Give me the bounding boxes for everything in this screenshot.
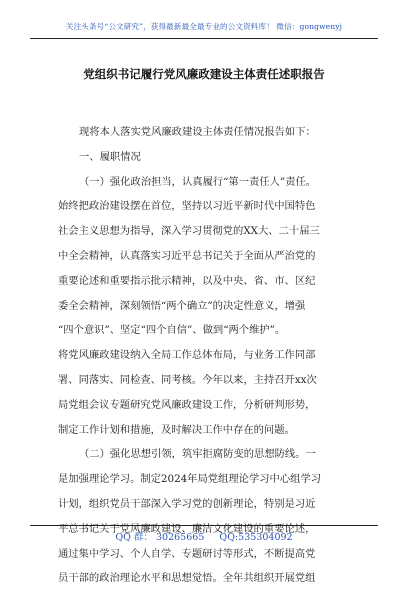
body-line: （一）强化政治担当，认真履行“第一责任人”责任。 xyxy=(79,175,317,188)
footer-qq-group: QQ 群： 30265665 xyxy=(115,532,205,543)
footer-divider xyxy=(30,525,378,526)
body-line: 局党组会议专题研究党风廉政建设工作，分析研判形势， xyxy=(58,398,316,411)
body-line: （二）强化思想引领，筑牢拒腐防变的思想防线。一 xyxy=(79,448,316,461)
document-title: 党组织书记履行党风廉政建设主体责任述职报告 xyxy=(83,67,325,81)
body-line: 始终把政治建设摆在首位，坚持以习近平新时代中国特色 xyxy=(58,200,316,213)
body-line: 一、履职情况 xyxy=(79,150,141,163)
header-notice: 关注头条号“公文研究”，获得最新最全最专业的公文资料库！ 微信：gongwenyj xyxy=(65,22,343,31)
document-body xyxy=(58,120,350,591)
body-line: 平总书记关于党风廉政建设、廉洁文化建设的重要论述， xyxy=(58,522,316,535)
body-line: “四个意识”、坚定“四个自信”、做到“两个维护”。 xyxy=(58,324,286,337)
body-line: 署、同落实、同检查、同考核。今年以来，主持召开xx次 xyxy=(58,373,317,386)
body-line: 社会主义思想为指导，深入学习贯彻党的XX大、二十届三 xyxy=(58,225,320,238)
body-line: 中全会精神，认真落实习近平总书记关于全面从严治党的 xyxy=(58,249,316,262)
footer-qq-contact: QQ:535304092 xyxy=(219,532,293,543)
header-divider xyxy=(30,38,378,39)
footer xyxy=(0,529,408,543)
body-line: 重要论述和重要指示批示精神，以及中央、省、市、区纪 xyxy=(58,274,316,287)
body-line: 委全会精神，深刻领悟“两个确立”的决定性意义，增强 xyxy=(58,299,306,312)
body-line: 是加强理论学习。制定2024年局党组理论学习中心组学习 xyxy=(58,473,322,486)
body-line: 员干部的政治理论水平和思想觉悟。全年共组织开展党组 xyxy=(58,572,316,585)
body-line: 制定工作计划和措施，及时解决工作中存在的问题。 xyxy=(58,423,295,436)
body-line: 通过集中学习、个人自学、专题研讨等形式，不断提高党 xyxy=(58,547,316,560)
body-line: 计划，组织党员干部深入学习党的创新理论，特别是习近 xyxy=(58,497,316,510)
body-line: 现将本人落实党风廉政建设主体责任情况报告如下： xyxy=(79,126,316,138)
body-line: 将党风廉政建设纳入全局工作总体布局，与业务工作同部 xyxy=(58,349,316,362)
